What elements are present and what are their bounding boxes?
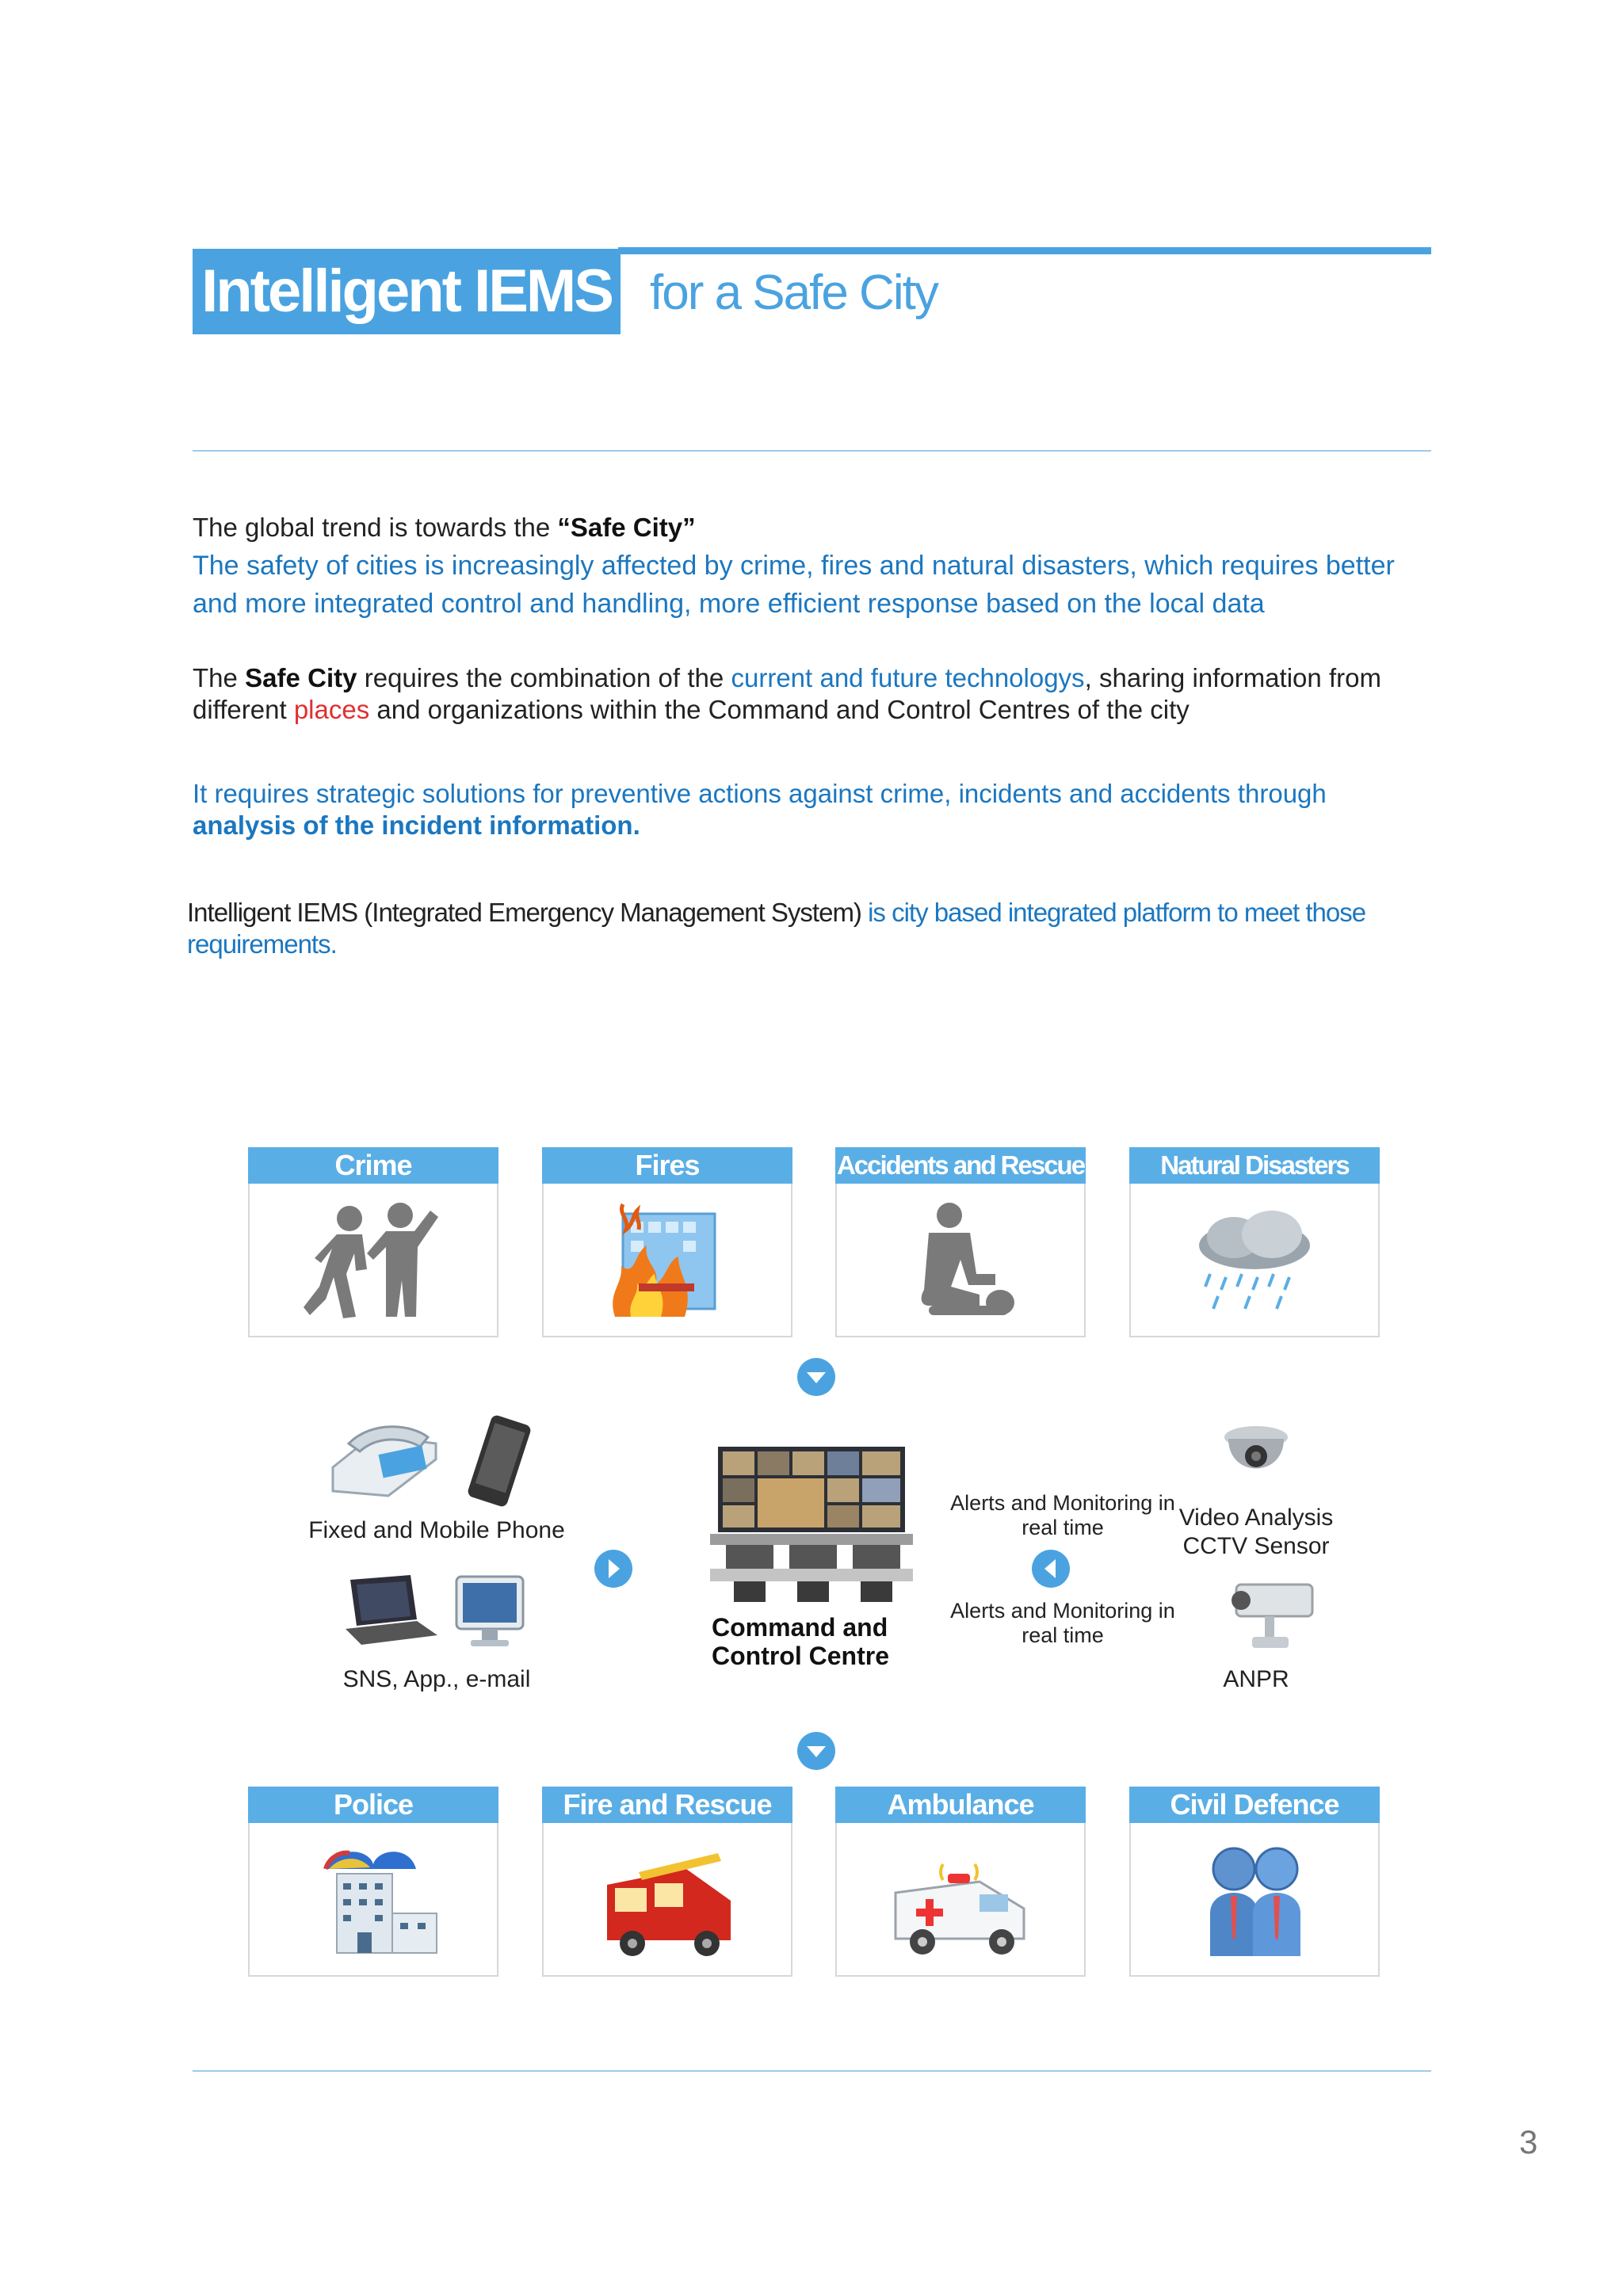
- command-centre-label: Command and Control Centre: [712, 1613, 889, 1670]
- responder-card-civil-defence: [1129, 1787, 1380, 1977]
- threat-card-title: Natural Disasters: [1129, 1147, 1380, 1184]
- laptop-icon: [338, 1572, 441, 1651]
- header-accent-rule: [618, 247, 1431, 254]
- alerts-label-bottom: Alerts and Monitoring in real time: [950, 1599, 1175, 1647]
- responder-card-ambulance: [835, 1787, 1086, 1977]
- fire-truck-icon: [591, 1837, 743, 1964]
- responder-card-title: Ambulance: [835, 1787, 1086, 1823]
- p2-text-c: requires the combination of the: [357, 663, 731, 692]
- fire-building-icon: [591, 1198, 743, 1325]
- intro-paragraph: [193, 509, 1429, 623]
- iems-paragraph: [187, 897, 1400, 960]
- mobile-phone-icon: [460, 1415, 539, 1507]
- desktop-monitor-icon: [450, 1572, 529, 1651]
- ambulance-icon: [884, 1837, 1037, 1964]
- p2-text-g: and organizations within the Command and Control Centres of the city: [369, 695, 1190, 724]
- responder-card-police: [248, 1787, 498, 1977]
- police-station-icon: [297, 1837, 449, 1964]
- video-analysis-label: Video Analysis CCTV Sensor: [1178, 1505, 1334, 1559]
- p2-technologies: current and future technologys: [731, 663, 1085, 692]
- p3-analysis: analysis of the incident information.: [193, 810, 640, 840]
- threat-card-title: Fires: [542, 1147, 792, 1184]
- anpr-label: ANPR: [1223, 1666, 1289, 1692]
- safe-city-emphasis: “Safe City”: [557, 513, 696, 542]
- responder-card-title: Police: [248, 1787, 498, 1823]
- page-title: Intelligent IEMS: [193, 249, 621, 334]
- chevron-right-icon: [594, 1550, 632, 1588]
- cpr-rescue-icon: [884, 1198, 1037, 1325]
- crime-icon: [297, 1198, 449, 1325]
- threat-card-accidents: [835, 1147, 1086, 1337]
- threat-card-fires: [542, 1147, 792, 1337]
- chevron-left-icon: [1032, 1550, 1070, 1588]
- command-centre-image: [710, 1440, 913, 1608]
- chevron-down-icon: [797, 1732, 835, 1770]
- threat-card-crime: [248, 1147, 498, 1337]
- strategy-paragraph: [193, 778, 1421, 841]
- sns-label: SNS, App., e-mail: [342, 1666, 531, 1692]
- p2-safe-city: Safe City: [245, 663, 357, 692]
- threat-card-title: Crime: [248, 1147, 498, 1184]
- p3-text-a: It requires strategic solutions for preventive actions against crime, incidents and accidents through: [193, 779, 1327, 808]
- responder-card-fire-rescue: [542, 1787, 792, 1977]
- p2-text-a: The: [193, 663, 246, 692]
- safe-city-paragraph: [193, 662, 1381, 726]
- civil-defence-people-icon: [1178, 1837, 1331, 1964]
- anpr-camera-icon: [1220, 1578, 1323, 1657]
- p4-text-b: is city based integrated platform to meet those requirements.: [187, 898, 1366, 959]
- phone-label: Fixed and Mobile Phone: [308, 1517, 565, 1543]
- p2-places: places: [293, 695, 370, 724]
- dome-camera-icon: [1220, 1423, 1292, 1489]
- top-divider: [193, 450, 1431, 452]
- responder-card-title: Civil Defence: [1129, 1787, 1380, 1823]
- responder-card-title: Fire and Rescue: [542, 1787, 792, 1823]
- safety-text: The safety of cities is increasingly affected by crime, fires and natural disasters, which requires better and more integrated control and handling, more efficient response based on the local data: [193, 551, 1395, 619]
- p2-text-e: , sharing information from different: [193, 663, 1382, 724]
- storm-cloud-icon: [1178, 1198, 1331, 1325]
- desk-phone-icon: [325, 1420, 444, 1502]
- p4-text-a: Intelligent IEMS (Integrated Emergency Management System): [187, 898, 869, 927]
- chevron-down-icon: [797, 1358, 835, 1396]
- alerts-label-top: Alerts and Monitoring in real time: [950, 1491, 1175, 1539]
- bottom-divider: [193, 2070, 1431, 2072]
- intro-text: The global trend is towards the: [193, 513, 558, 542]
- threat-card-title: Accidents and Rescue: [835, 1147, 1086, 1184]
- page-subtitle: for a Safe City: [650, 265, 938, 320]
- page-number: 3: [1519, 2123, 1538, 2161]
- threat-card-natural: [1129, 1147, 1380, 1337]
